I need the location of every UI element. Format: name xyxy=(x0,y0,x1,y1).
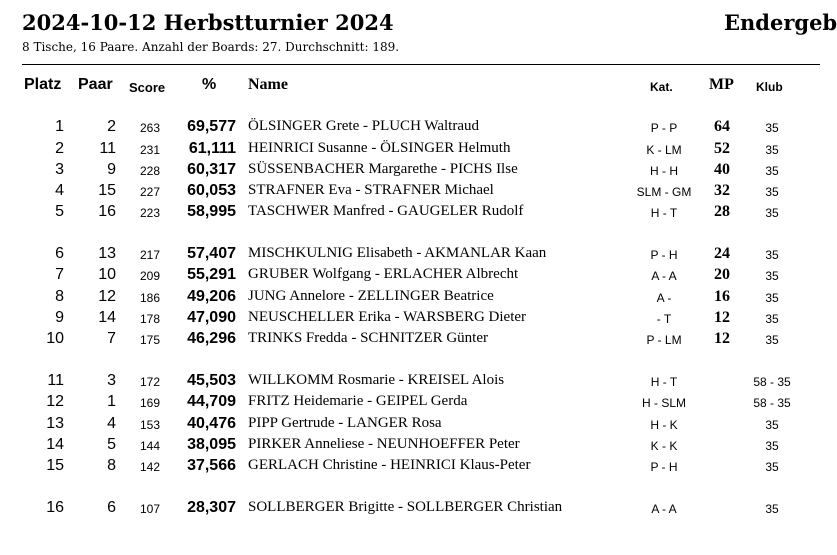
paar-cell: 7 xyxy=(107,330,116,347)
score-cell: 186 xyxy=(139,291,160,305)
score-cell: 169 xyxy=(139,396,160,410)
paar-cell: 2 xyxy=(107,118,116,135)
paar-cell: 6 xyxy=(107,499,116,516)
club-cell: 35 xyxy=(765,418,779,432)
category-cell: A - A xyxy=(651,269,677,283)
score-cell: 223 xyxy=(139,206,160,220)
mp-cell: 16 xyxy=(714,288,730,305)
percent-cell: 58,995 xyxy=(187,203,236,220)
paar-cell: 9 xyxy=(107,161,116,178)
club-cell: 35 xyxy=(765,248,779,262)
pair-name-cell: TRINKS Fredda - SCHNITZER Günter xyxy=(248,330,488,346)
platz-cell: 5 xyxy=(55,203,64,220)
column-header-name: Name xyxy=(248,76,288,93)
category-cell: H - K xyxy=(650,418,678,432)
pair-name-cell: SÜSSENBACHER Margarethe - PICHS Ilse xyxy=(248,161,518,177)
pair-name-cell: HEINRICI Susanne - ÖLSINGER Helmuth xyxy=(248,140,511,156)
platz-cell: 10 xyxy=(46,330,64,347)
pair-name-cell: FRITZ Heidemarie - GEIPEL Gerda xyxy=(248,393,468,409)
paar-cell: 1 xyxy=(107,393,116,410)
mp-cell: 12 xyxy=(714,309,730,326)
paar-cell: 3 xyxy=(107,372,116,389)
pair-name-cell: TASCHWER Manfred - GAUGELER Rudolf xyxy=(248,203,524,219)
platz-cell: 16 xyxy=(46,499,64,516)
category-cell: P - H xyxy=(650,248,678,262)
pair-name-cell: STRAFNER Eva - STRAFNER Michael xyxy=(248,182,494,198)
category-cell: K - LM xyxy=(646,143,682,157)
column-header-platz: Platz xyxy=(24,76,62,93)
club-cell: 35 xyxy=(765,164,779,178)
pair-name-cell: GRUBER Wolfgang - ERLACHER Albrecht xyxy=(248,266,519,282)
score-cell: 107 xyxy=(139,502,160,516)
pair-name-cell: GERLACH Christine - HEINRICI Klaus-Peter xyxy=(248,457,531,473)
pair-name-cell: WILLKOMM Rosmarie - KREISEL Alois xyxy=(248,372,505,388)
page-title: 2024-10-12 Herbstturnier 2024 xyxy=(22,10,394,35)
percent-cell: 60,317 xyxy=(187,161,236,178)
percent-cell: 49,206 xyxy=(187,288,236,305)
category-cell: H - SLM xyxy=(641,396,687,410)
percent-cell: 55,291 xyxy=(187,266,236,283)
score-cell: 144 xyxy=(139,439,160,453)
category-cell: H - H xyxy=(650,164,678,178)
percent-cell: 60,053 xyxy=(187,182,236,199)
pair-name-cell: PIPP Gertrude - LANGER Rosa xyxy=(248,415,442,431)
mp-cell: 28 xyxy=(714,203,730,220)
platz-cell: 4 xyxy=(55,182,64,199)
paar-cell: 16 xyxy=(98,203,116,220)
score-cell: 231 xyxy=(139,143,160,157)
paar-cell: 11 xyxy=(99,140,116,157)
paar-cell: 10 xyxy=(98,266,116,283)
column-header-paar: Paar xyxy=(78,76,113,93)
percent-cell: 46,296 xyxy=(187,330,236,347)
platz-cell: 2 xyxy=(55,140,64,157)
paar-cell: 12 xyxy=(98,288,116,305)
category-cell: H - T xyxy=(650,206,678,220)
platz-cell: 6 xyxy=(55,245,64,262)
platz-cell: 1 xyxy=(55,118,64,135)
category-cell: A - A xyxy=(651,502,677,516)
pair-name-cell: JUNG Annelore - ZELLINGER Beatrice xyxy=(248,288,494,304)
percent-cell: 47,090 xyxy=(187,309,236,326)
club-cell: 35 xyxy=(765,206,779,220)
platz-cell: 13 xyxy=(46,415,64,432)
paar-cell: 15 xyxy=(98,182,116,199)
club-cell: 35 xyxy=(765,291,779,305)
paar-cell: 13 xyxy=(98,245,116,262)
pair-name-cell: MISCHKULNIG Elisabeth - AKMANLAR Kaan xyxy=(248,245,547,261)
percent-cell: 28,307 xyxy=(187,499,236,516)
platz-cell: 15 xyxy=(46,457,64,474)
percent-cell: 45,503 xyxy=(187,372,236,389)
category-cell: P - P xyxy=(650,121,678,135)
score-cell: 209 xyxy=(139,269,160,283)
category-cell: SLM - GM xyxy=(636,185,692,199)
mp-cell: 64 xyxy=(714,118,730,135)
category-cell: P - LM xyxy=(646,333,682,347)
score-cell: 142 xyxy=(139,460,160,474)
pair-name-cell: NEUSCHELLER Erika - WARSBERG Dieter xyxy=(248,309,527,325)
score-cell: 227 xyxy=(139,185,160,199)
paar-cell: 8 xyxy=(107,457,116,474)
paar-cell: 5 xyxy=(107,436,116,453)
club-cell: 35 xyxy=(765,502,779,516)
paar-cell: 14 xyxy=(98,309,116,326)
club-cell: 58 - 35 xyxy=(753,375,791,389)
column-header-kat: Kat. xyxy=(650,80,673,94)
mp-cell: 12 xyxy=(714,330,730,347)
club-cell: 35 xyxy=(765,269,779,283)
score-cell: 172 xyxy=(139,375,160,389)
score-cell: 153 xyxy=(139,418,160,432)
page-title-right: Endergeb xyxy=(724,10,837,35)
column-header-klub: Klub xyxy=(756,80,783,94)
score-cell: 178 xyxy=(139,312,160,326)
club-cell: 35 xyxy=(765,143,779,157)
category-cell: P - H xyxy=(650,460,678,474)
platz-cell: 7 xyxy=(55,266,64,283)
paar-cell: 4 xyxy=(107,415,116,432)
subtitle: 8 Tische, 16 Paare. Anzahl der Boards: 27. Durchschnitt: 189. xyxy=(22,40,400,54)
club-cell: 35 xyxy=(765,185,779,199)
percent-cell: 57,407 xyxy=(187,245,236,262)
percent-cell: 61,111 xyxy=(188,140,236,157)
pair-name-cell: SOLLBERGER Brigitte - SOLLBERGER Christian xyxy=(248,499,563,515)
score-cell: 217 xyxy=(139,248,160,262)
club-cell: 35 xyxy=(765,312,779,326)
score-cell: 175 xyxy=(139,333,160,347)
mp-cell: 32 xyxy=(714,182,730,199)
platz-cell: 8 xyxy=(55,288,64,305)
mp-cell: 40 xyxy=(714,161,730,178)
column-header-score: Score xyxy=(129,80,166,95)
header-divider xyxy=(22,64,820,65)
category-cell: A - xyxy=(656,291,672,305)
pair-name-cell: PIRKER Anneliese - NEUNHOEFFER Peter xyxy=(248,436,520,452)
percent-cell: 38,095 xyxy=(187,436,236,453)
category-cell: - T xyxy=(656,312,672,326)
score-cell: 263 xyxy=(139,121,160,135)
pair-name-cell: ÖLSINGER Grete - PLUCH Waltraud xyxy=(248,118,479,134)
club-cell: 35 xyxy=(765,460,779,474)
club-cell: 35 xyxy=(765,333,779,347)
column-header-mp: MP xyxy=(709,76,734,93)
platz-cell: 3 xyxy=(55,161,64,178)
club-cell: 35 xyxy=(765,439,779,453)
category-cell: K - K xyxy=(650,439,678,453)
mp-cell: 20 xyxy=(714,266,730,283)
platz-cell: 14 xyxy=(46,436,64,453)
category-cell: H - T xyxy=(650,375,678,389)
club-cell: 58 - 35 xyxy=(753,396,791,410)
mp-cell: 24 xyxy=(714,245,730,262)
column-header-percent: % xyxy=(202,76,217,93)
club-cell: 35 xyxy=(765,121,779,135)
mp-cell: 52 xyxy=(714,140,730,157)
percent-cell: 69,577 xyxy=(187,118,236,135)
platz-cell: 11 xyxy=(47,372,64,389)
percent-cell: 44,709 xyxy=(187,393,236,410)
score-cell: 228 xyxy=(139,164,160,178)
platz-cell: 12 xyxy=(46,393,64,410)
percent-cell: 37,566 xyxy=(187,457,236,474)
percent-cell: 40,476 xyxy=(187,415,236,432)
platz-cell: 9 xyxy=(55,309,64,326)
